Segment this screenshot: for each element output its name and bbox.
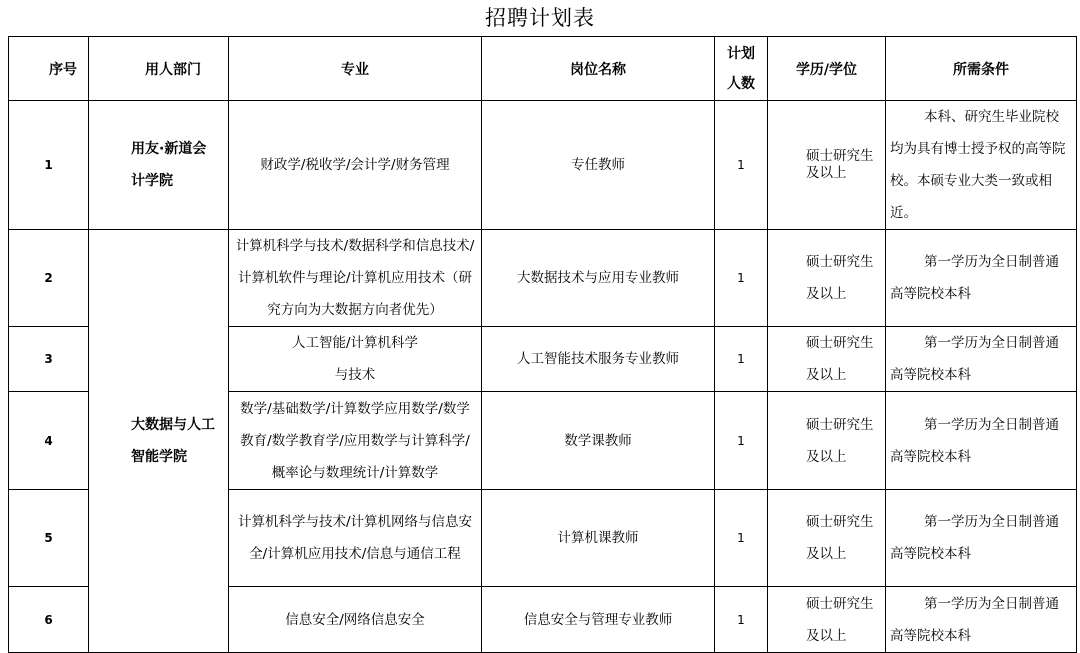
row-no: 5 (9, 490, 89, 587)
row-position: 人工智能技术服务专业教师 (482, 327, 715, 392)
row-count: 1 (715, 587, 768, 653)
row-no: 4 (9, 392, 89, 490)
row-count: 1 (715, 392, 768, 490)
row-education: 硕士研究生及以上 (768, 230, 886, 327)
row-count: 1 (715, 101, 768, 230)
row-education: 硕士研究生及以上 (768, 490, 886, 587)
row-no: 6 (9, 587, 89, 653)
recruitment-plan-table (8, 36, 1077, 653)
header-count-line2: 人数 (727, 75, 755, 92)
row-conditions: 第一学历为全日制普通高等院校本科 (886, 587, 1077, 653)
row-no: 2 (9, 230, 89, 327)
row-count: 1 (715, 327, 768, 392)
row-major: 计算机科学与技术/计算机网络与信息安全/计算机应用技术/信息与通信工程 (229, 490, 482, 587)
row-major: 数学/基础数学/计算数学应用数学/数学教育/数学教育学/应用数学与计算科学/概率论与数理统计/计算数学 (229, 392, 482, 490)
row-education: 硕士研究生及以上 (768, 392, 886, 490)
row-count: 1 (715, 490, 768, 587)
row-major: 财政学/税收学/会计学/财务管理 (229, 101, 482, 230)
header-conditions: 所需条件 (886, 37, 1077, 101)
row-dept: 大数据与人工智能学院 (89, 230, 229, 653)
row-education: 硕士研究生及以上 (768, 327, 886, 392)
table-header-row (9, 37, 1077, 101)
row-position: 计算机课教师 (482, 490, 715, 587)
row-position: 数学课教师 (482, 392, 715, 490)
header-dept: 用人部门 (89, 37, 229, 101)
header-position: 岗位名称 (482, 37, 715, 101)
row-education: 硕士研究生及以上 (768, 587, 886, 653)
row-no: 3 (9, 327, 89, 392)
row-major: 信息安全/网络信息安全 (229, 587, 482, 653)
row-dept: 用友·新道会计学院 (89, 101, 229, 230)
header-education: 学历/学位 (768, 37, 886, 101)
table-row (9, 101, 1077, 230)
row-conditions: 本科、研究生毕业院校均为具有博士授予权的高等院校。本硕专业大类一致或相近。 (886, 101, 1077, 230)
row-conditions: 第一学历为全日制普通高等院校本科 (886, 490, 1077, 587)
row-conditions: 第一学历为全日制普通高等院校本科 (886, 327, 1077, 392)
row-major: 人工智能/计算机科学与技术 (229, 327, 482, 392)
row-no: 1 (9, 101, 89, 230)
header-count-line1: 计划 (727, 45, 755, 62)
header-major: 专业 (229, 37, 482, 101)
page-title: 招聘计划表 (485, 6, 595, 30)
row-position: 专任教师 (482, 101, 715, 230)
header-no: 序号 (9, 37, 89, 101)
row-conditions: 第一学历为全日制普通高等院校本科 (886, 230, 1077, 327)
row-education: 硕士研究生及以上 (768, 101, 886, 230)
row-count: 1 (715, 230, 768, 327)
row-conditions: 第一学历为全日制普通高等院校本科 (886, 392, 1077, 490)
header-count (715, 37, 768, 101)
row-position: 大数据技术与应用专业教师 (482, 230, 715, 327)
table-row (9, 230, 1077, 327)
row-position: 信息安全与管理专业教师 (482, 587, 715, 653)
row-major: 计算机科学与技术/数据科学和信息技术/计算机软件与理论/计算机应用技术（研究方向为大数据方向者优先） (229, 230, 482, 327)
